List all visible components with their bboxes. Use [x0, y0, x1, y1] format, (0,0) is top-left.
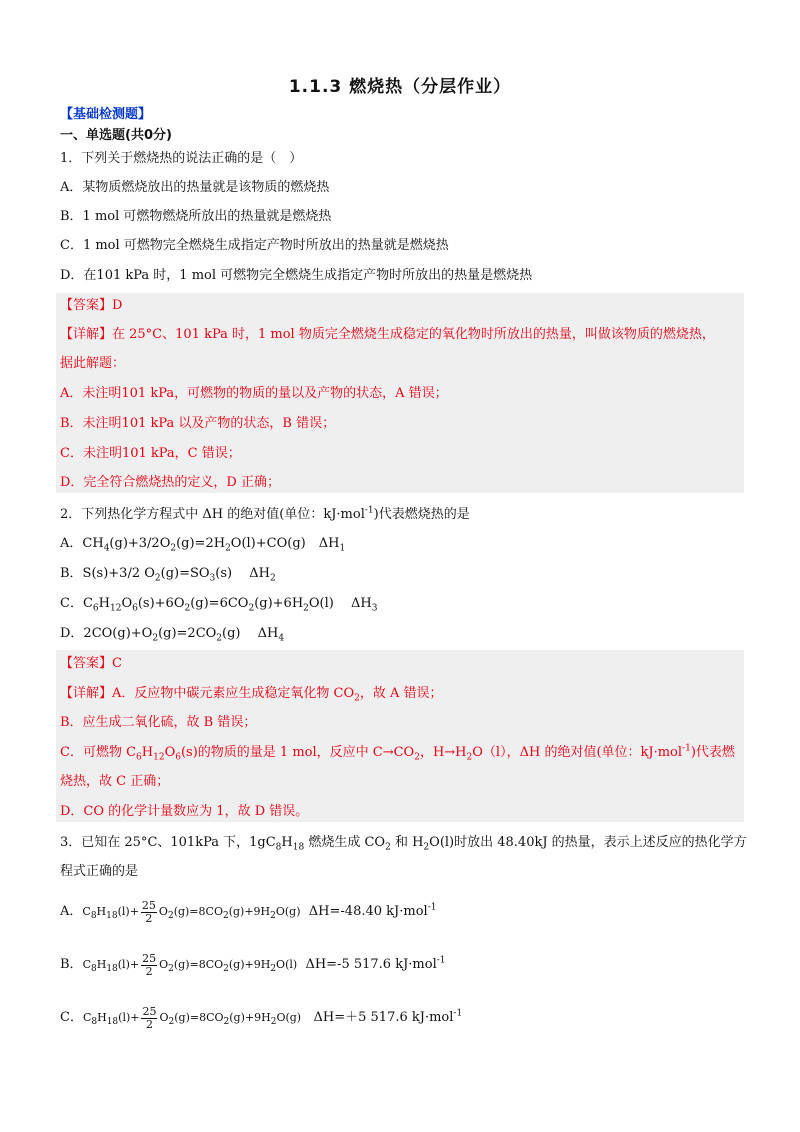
page-title: 1.1.3 燃烧热（分层作业） [288, 77, 512, 97]
q1-option-c: C．1 mol 可燃物完全燃烧生成指定产物时所放出的热量就是燃烧热 [60, 238, 449, 253]
q2-answer-box [56, 650, 744, 822]
q1-option-b: B．1 mol 可燃物燃烧所放出的热量就是燃烧热 [60, 209, 332, 224]
equation: $C_8H_{18}(l)+$ $\frac{25}{2}$ $O_2(g)=8CO_2(g)+9H_2O(g)$ [82, 1004, 302, 1031]
q1-answer: 【答案】D [60, 298, 123, 313]
q2-option-c: C．$C_6H_{12}O_6(s)+6O_2(g)=6CO_2(g)+6H_2O(l)$ $\Delta H_3$ [60, 596, 378, 614]
q2-option-a: A．$CH_4(g)+3/2O_2(g)=2H_2O(l)+CO(g)$ $\Delta H_1$ [60, 536, 346, 554]
q3-stem: 3．已知在 25°C、101kPa 下，$1gC_8H_{18}$ 燃烧生成 $CO_2$ 和 $H_2O(l)$时放出 48.40kJ 的热量，表示上述反应的热化学方 [60, 835, 747, 853]
q1-explain-line: 【详解】在 25°C、101 kPa 时，1 mol 物质完全燃烧生成稳定的氧化物时所放出的热量，叫做该物质的燃烧热， [60, 327, 715, 342]
q2-option-d: D．$2CO(g)+O_2(g)=2CO_2(g)$ $\Delta H_4$ [60, 626, 285, 644]
equation: $C_8H_{18}(l)+$ $\frac{25}{2}$ $O_2(g)=8CO_2(g)+9H_2O(g)$ [82, 898, 301, 925]
q2-explain-line: B．应生成二氧化硫，故 B 错误； [60, 715, 257, 730]
q1-explain-line: B．未注明101 kPa 以及产物的状态，B 错误； [60, 416, 336, 431]
q2-stem: 2．下列热化学方程式中 ΔH 的绝对值(单位：kJ·mol$^{-1}$)代表燃烧热的是 [60, 505, 470, 522]
q2-explain-line: 【详解】A．反应物中碳元素应生成稳定氧化物 $CO_2$，故 A 错误； [60, 686, 443, 704]
q3-option-c: C．$C_8H_{18}(l)+$ $\frac{25}{2}$ $O_2(g)=8CO_2(g)+9H_2O(g)$ ΔH=＋5 517.6 kJ·mol$^{-1}$ [60, 1004, 463, 1031]
q1-explain-line: A．未注明101 kPa，可燃物的物质的量以及产物的状态，A 错误； [60, 386, 448, 401]
q2-answer: 【答案】C [60, 656, 122, 671]
q3-stem-cont: 程式正确的是 [60, 864, 139, 879]
q1-option-d: D．在101 kPa 时，1 mol 可燃物完全燃烧生成指定产物时所放出的热量是燃烧热 [60, 268, 533, 283]
q3-option-a: A．$C_8H_{18}(l)+$ $\frac{25}{2}$ $O_2(g)=8CO_2(g)+9H_2O(g)$ ΔH=-48.40 kJ·mol$^{-1}$ [60, 898, 437, 925]
q1-explain-line: 据此解题： [60, 356, 126, 371]
q1-option-a: A．某物质燃烧放出的热量就是该物质的燃烧热 [60, 180, 330, 195]
q1-stem: 1．下列关于燃烧热的说法正确的是（ ） [60, 151, 303, 166]
q3-option-b: B．$C_8H_{18}(l)+$ $\frac{25}{2}$ $O_2(g)=8CO_2(g)+9H_2O(l)$ ΔH=-5 517.6 kJ·mol$^{-1}$ [60, 951, 446, 978]
q1-explain-line: C．未注明101 kPa，C 错误； [60, 446, 241, 461]
q2-explain-line: C．可燃物 $C_6H_{12}O_6(s)$的物质的量是 1 mol，反应中 $C\to CO_2$，$H\to H_2O(l)$，ΔH 的绝对值(单位：kJ·mol$^{-1}$)代表燃 [60, 743, 735, 763]
q2-option-b: B．S(s)+3/2 $O_2(g)=SO_3(s)$ $\Delta H_2$ [60, 566, 276, 584]
q2-explain-line: D．CO 的化学计量数应为 1，故 D 错误。 [60, 804, 309, 819]
q2-explain-line: 烧热，故 C 正确； [60, 774, 170, 789]
equation: $C_8H_{18}(l)+$ $\frac{25}{2}$ $O_2(g)=8CO_2(g)+9H_2O(l)$ [82, 951, 298, 978]
q1-explain-line: D．完全符合燃烧热的定义，D 正确； [60, 475, 280, 490]
section-tag: 【基础检测题】 [60, 107, 152, 122]
section-heading: 一、单选题(共0分) [60, 128, 172, 143]
